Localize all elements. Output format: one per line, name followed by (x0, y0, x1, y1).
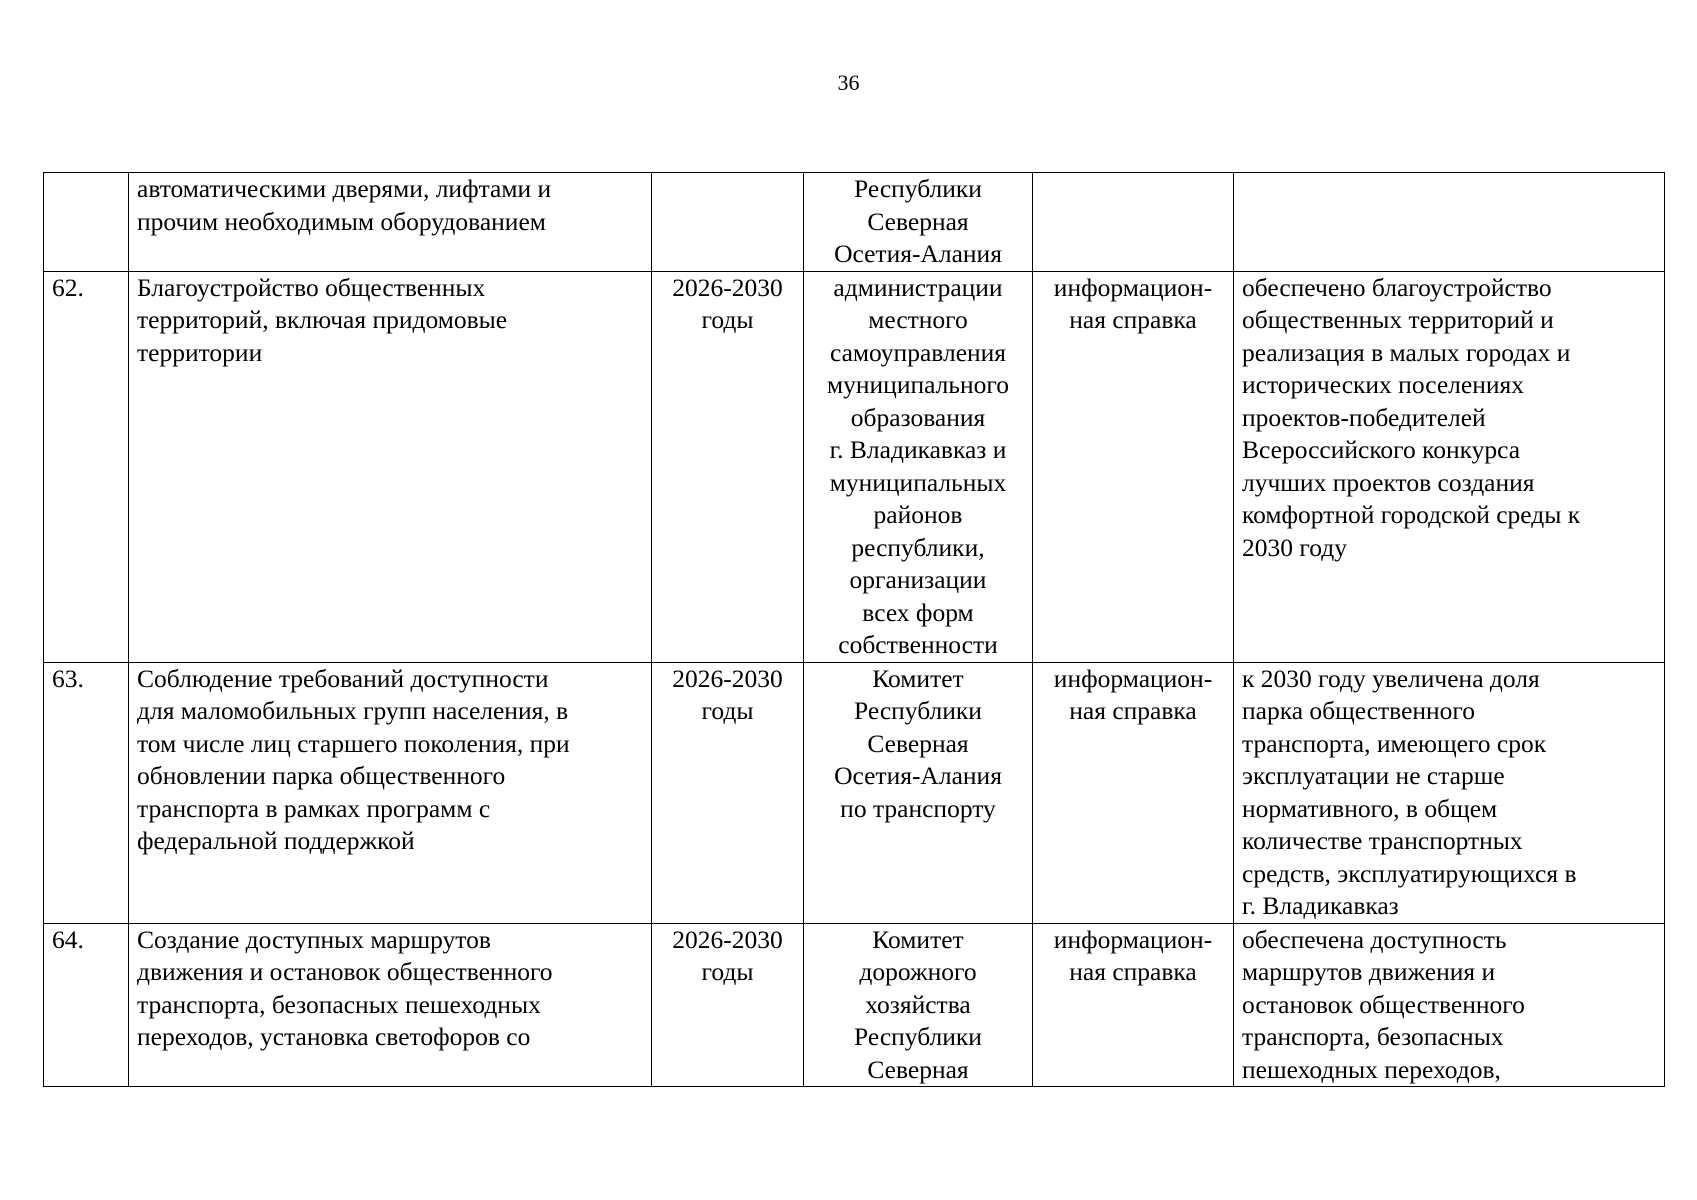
cell-text-line: самоуправления (829, 337, 1007, 367)
cell-text-line: годы (701, 957, 754, 986)
cell-text-line: средств, эксплуатирующихся в (1242, 858, 1577, 888)
cell-text-line: нормативного, в общем (1242, 793, 1498, 823)
cell-text-line: 62. (52, 272, 84, 302)
cell-text-line: Республики (854, 1022, 982, 1051)
cell-period (652, 923, 804, 1087)
cell-text-line: Осетия-Алания (834, 239, 1002, 268)
cell-result (1234, 923, 1665, 1087)
cell-period (652, 173, 804, 272)
cell-text-line: транспорта, имеющего срок (1242, 728, 1547, 758)
cell-text-line: Республики (854, 696, 982, 725)
cell-text-line: всех форм (862, 597, 974, 627)
cell-text-line: местного (868, 305, 968, 334)
cell-text-line: муниципального (827, 370, 1009, 399)
cell-period (652, 271, 804, 662)
cell-text-line: Республики (854, 174, 982, 203)
page-number: 36 (837, 70, 860, 95)
table-row (44, 923, 1665, 1087)
cell-text-line: Северная (867, 1054, 969, 1084)
cell-text-line: парка общественного (1242, 696, 1476, 725)
cell-executor (804, 271, 1033, 662)
cell-text-line: 2026-2030 (672, 924, 783, 954)
cell-text-line: остановок общественного (1242, 989, 1525, 1019)
cell-text-line: исторических поселениях (1242, 370, 1524, 399)
cell-document (1033, 923, 1234, 1087)
cell-text-line: администрации (833, 272, 1003, 302)
cell-text-line: Комитет (872, 663, 964, 693)
cell-text-line: эксплуатации не старше (1242, 761, 1505, 790)
cell-text-line: автоматическими дверями, лифтами и (137, 174, 552, 203)
cell-text-line: ная справка (1069, 696, 1197, 725)
cell-text-line: 2026-2030 (672, 663, 783, 693)
cell-measure-name (129, 662, 652, 923)
cell-text-line: территорий, включая придомовые (137, 305, 508, 334)
cell-text-line: по транспорту (840, 793, 996, 823)
cell-text-line: прочим необходимым оборудованием (137, 206, 546, 236)
cell-text-line: годы (701, 305, 754, 334)
cell-text-line: федеральной поддержкой (137, 826, 415, 855)
cell-text-line: дорожного (859, 957, 977, 986)
cell-text-line: годы (701, 696, 754, 725)
cell-text-line: 64. (52, 924, 84, 954)
cell-text-line: количестве транспортных (1242, 826, 1523, 855)
cell-text-line: информацион- (1053, 924, 1213, 954)
cell-text-line: пешеходных переходов, (1242, 1054, 1501, 1084)
cell-text-line: транспорта, безопасных (1242, 1022, 1504, 1051)
cell-result (1234, 173, 1665, 272)
cell-text-line: Северная (867, 206, 969, 236)
cell-text-line: ная справка (1069, 957, 1197, 986)
cell-number (44, 173, 129, 272)
cell-text-line: республики, (851, 532, 985, 562)
cell-executor (804, 923, 1033, 1087)
cell-text-line: информацион- (1053, 272, 1213, 302)
cell-text-line: маршрутов движения и (1242, 957, 1496, 986)
cell-text-line: Соблюдение требований доступности (137, 663, 549, 693)
cell-text-line: образования (850, 402, 986, 432)
cell-text-line: транспорта в рамках программ с (137, 793, 491, 823)
cell-document (1033, 173, 1234, 272)
cell-text-line: транспорта, безопасных пешеходных (137, 989, 541, 1019)
cell-result (1234, 271, 1665, 662)
cell-number (44, 662, 129, 923)
cell-text-line: общественных территорий и (1242, 305, 1554, 334)
cell-text-line: для маломобильных групп населения, в (137, 696, 569, 725)
cell-text-line: Комитет (872, 924, 964, 954)
cell-executor (804, 662, 1033, 923)
cell-text-line: Северная (867, 728, 969, 758)
cell-text-line: обеспечена доступность (1242, 924, 1507, 954)
cell-text-line: том числе лиц старшего поколения, при (137, 728, 570, 758)
cell-text-line: движения и остановок общественного (137, 957, 553, 986)
cell-text-line: информацион- (1053, 663, 1213, 693)
cell-result (1234, 662, 1665, 923)
cell-document (1033, 271, 1234, 662)
cell-text-line: г. Владикавказ (1242, 891, 1399, 920)
cell-measure-name (129, 923, 652, 1087)
cell-text-line: проектов-победителей (1242, 402, 1486, 432)
cell-executor (804, 173, 1033, 272)
cell-text-line: лучших проектов создания (1242, 467, 1535, 497)
cell-text-line: 63. (52, 663, 84, 693)
cell-text-line: обеспечено благоустройство (1242, 272, 1552, 302)
cell-text-line: реализация в малых городах и (1242, 337, 1571, 367)
cell-period (652, 662, 804, 923)
table-row (44, 271, 1665, 662)
cell-text-line: организации (849, 565, 987, 594)
cell-text-line: Осетия-Алания (834, 761, 1002, 790)
cell-text-line: собственности (838, 630, 998, 659)
cell-text-line: обновлении парка общественного (137, 761, 506, 790)
cell-number (44, 271, 129, 662)
cell-text-line: комфортной городской среды к (1242, 500, 1581, 529)
cell-text-line: 2026-2030 (672, 272, 783, 302)
cell-text-line: районов (873, 500, 963, 529)
cell-text-line: муниципальных (829, 467, 1007, 497)
measures-table (43, 172, 1665, 1087)
cell-measure-name (129, 271, 652, 662)
cell-text-line: Благоустройство общественных (137, 272, 486, 302)
cell-text-line: Всероссийского конкурса (1242, 435, 1521, 464)
cell-text-line: к 2030 году увеличена доля (1242, 663, 1540, 693)
cell-text-line: ная справка (1069, 305, 1197, 334)
cell-text-line: 2030 году (1242, 532, 1347, 562)
cell-measure-name (129, 173, 652, 272)
cell-text-line: г. Владикавказ и (829, 435, 1007, 464)
cell-number (44, 923, 129, 1087)
table-row (44, 662, 1665, 923)
table-row (44, 173, 1665, 272)
cell-text-line: переходов, установка светофоров со (137, 1022, 531, 1051)
cell-text-line: Создание доступных маршрутов (137, 924, 491, 954)
cell-text-line: территории (137, 337, 263, 367)
cell-document (1033, 662, 1234, 923)
cell-text-line: хозяйства (865, 989, 971, 1019)
